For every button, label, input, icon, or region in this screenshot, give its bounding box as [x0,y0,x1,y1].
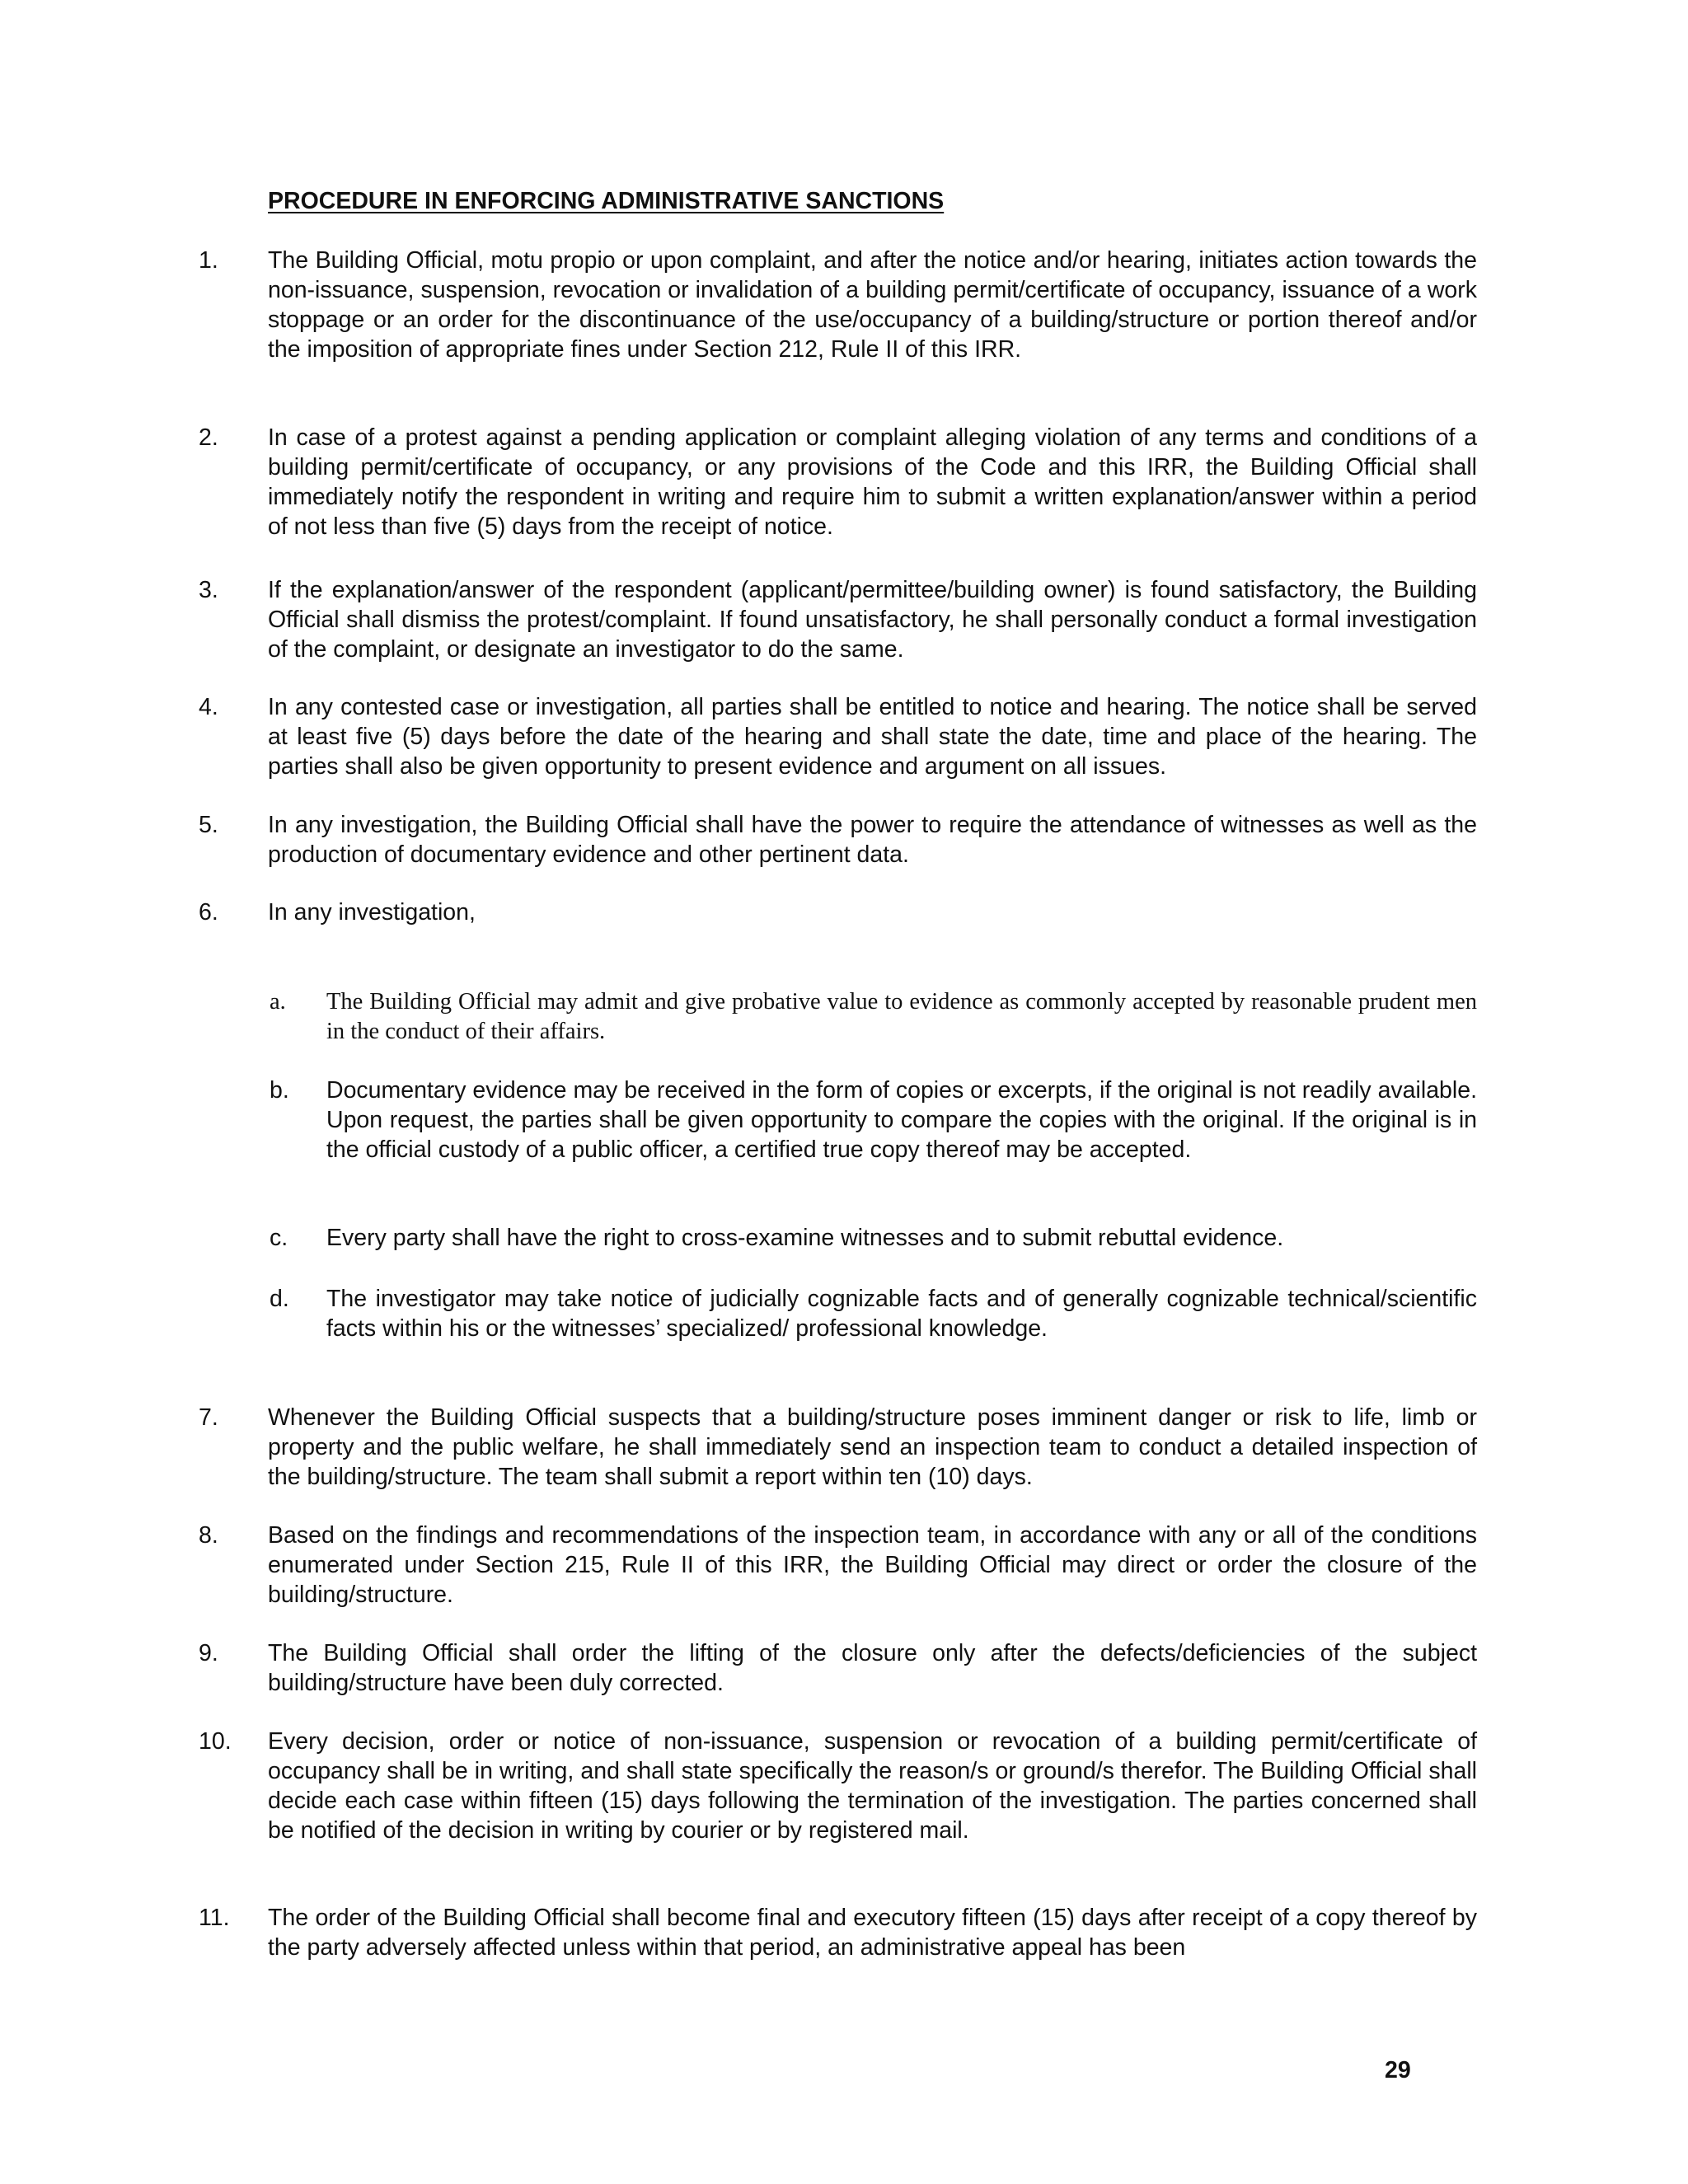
sub-item-text: Documentary evidence may be received in the form of copies or excerpts, if the original is not readily available. Upon request, the parties shall be given opportunity to compare the copies with the original. If the original is in the official custody of a public officer, a certified true copy thereof may be accepted. [326,1077,1477,1163]
page-number: 29 [1385,2057,1411,2083]
sub-item-letter: a. [270,989,286,1015]
item-number: 11. [199,1905,230,1931]
item-number: 3. [199,577,218,603]
section-heading: PROCEDURE IN ENFORCING ADMINISTRATIVE SANCTIONS [268,188,945,214]
item-number: 5. [199,812,218,838]
item-text: In case of a protest against a pending application or complaint alleging violation of any terms and conditions of a building permit/certificate of occupancy, or any provisions of the Code and this IRR, the Building Official shall immediately notify the respondent in writing and require him to submit a written explanation/answer within a period of not less than five (5) days from the receipt of notice. [268,424,1477,540]
item-text: The Building Official, motu propio or upon complaint, and after the notice and/or hearing, initiates action towards the non-issuance, suspension, revocation or invalidation of a building permit/certificate of occupancy, issuance of a work stoppage or an order for the discontinuance of the use/occupancy of a building/structure or portion thereof and/or the imposition of appropriate fines under Section 212, Rule II of this IRR. [268,247,1477,363]
sub-item-text: The Building Official may admit and give probative value to evidence as commonly accepted by reasonable prudent men in the conduct of their affairs. [326,989,1477,1044]
item-number: 10. [199,1728,232,1755]
item-text: In any contested case or investigation, all parties shall be entitled to notice and hearing. The notice shall be served at least five (5) days before the date of the hearing and shall state the date, time and place of the hearing. The parties shall also be given opportunity to present evidence and argument on all issues. [268,694,1477,780]
item-text: Whenever the Building Official suspects that a building/structure poses imminent danger or risk to life, limb or property and the public welfare, he shall immediately send an inspection team to conduct a detailed inspection of the building/structure. The team shall submit a report within ten (10) days. [268,1404,1477,1490]
item-number: 8. [199,1522,218,1549]
item-text: The Building Official shall order the lifting of the closure only after the defects/deficiencies of the subject building/structure have been duly corrected. [268,1640,1477,1696]
item-text: Every decision, order or notice of non-issuance, suspension or revocation of a building permit/certificate of occupancy shall be in writing, and shall state specifically the reason/s or ground/s therefor. The Building Official shall decide each case within fifteen (15) days following the termination of the investigation. The parties concerned shall be notified of the decision in writing by courier or by registered mail. [268,1728,1477,1844]
item-text: The order of the Building Official shall become final and executory fifteen (15) days after receipt of a copy thereof by the party adversely affected unless within that period, an administrative appeal has been [268,1905,1477,1961]
sub-item-text: The investigator may take notice of judicially cognizable facts and of generally cognizable technical/scientific facts within his or the witnesses’ specialized/ professional knowledge. [326,1286,1477,1342]
item-text: In any investigation, [268,899,476,926]
item-text: If the explanation/answer of the respondent (applicant/permittee/building owner) is found satisfactory, the Building Official shall dismiss the protest/complaint. If found unsatisfactory, he shall personally conduct a formal investigation of the complaint, or designate an investigator to do the same. [268,577,1477,663]
sub-item-letter: d. [270,1286,289,1312]
item-number: 7. [199,1404,218,1431]
sub-item-text: Every party shall have the right to cross-examine witnesses and to submit rebuttal evidence. [326,1225,1284,1251]
item-number: 4. [199,694,218,720]
sub-item-letter: b. [270,1077,289,1104]
item-text: Based on the findings and recommendations of the inspection team, in accordance with any or all of the conditions enumerated under Section 215, Rule II of this IRR, the Building Official may direct or order the closure of the building/structure. [268,1522,1477,1608]
item-number: 9. [199,1640,218,1666]
item-text: In any investigation, the Building Official shall have the power to require the attendance of witnesses as well as the production of documentary evidence and other pertinent data. [268,812,1477,868]
item-number: 6. [199,899,218,926]
sub-item-letter: c. [270,1225,288,1251]
item-number: 1. [199,247,218,274]
item-number: 2. [199,424,218,451]
